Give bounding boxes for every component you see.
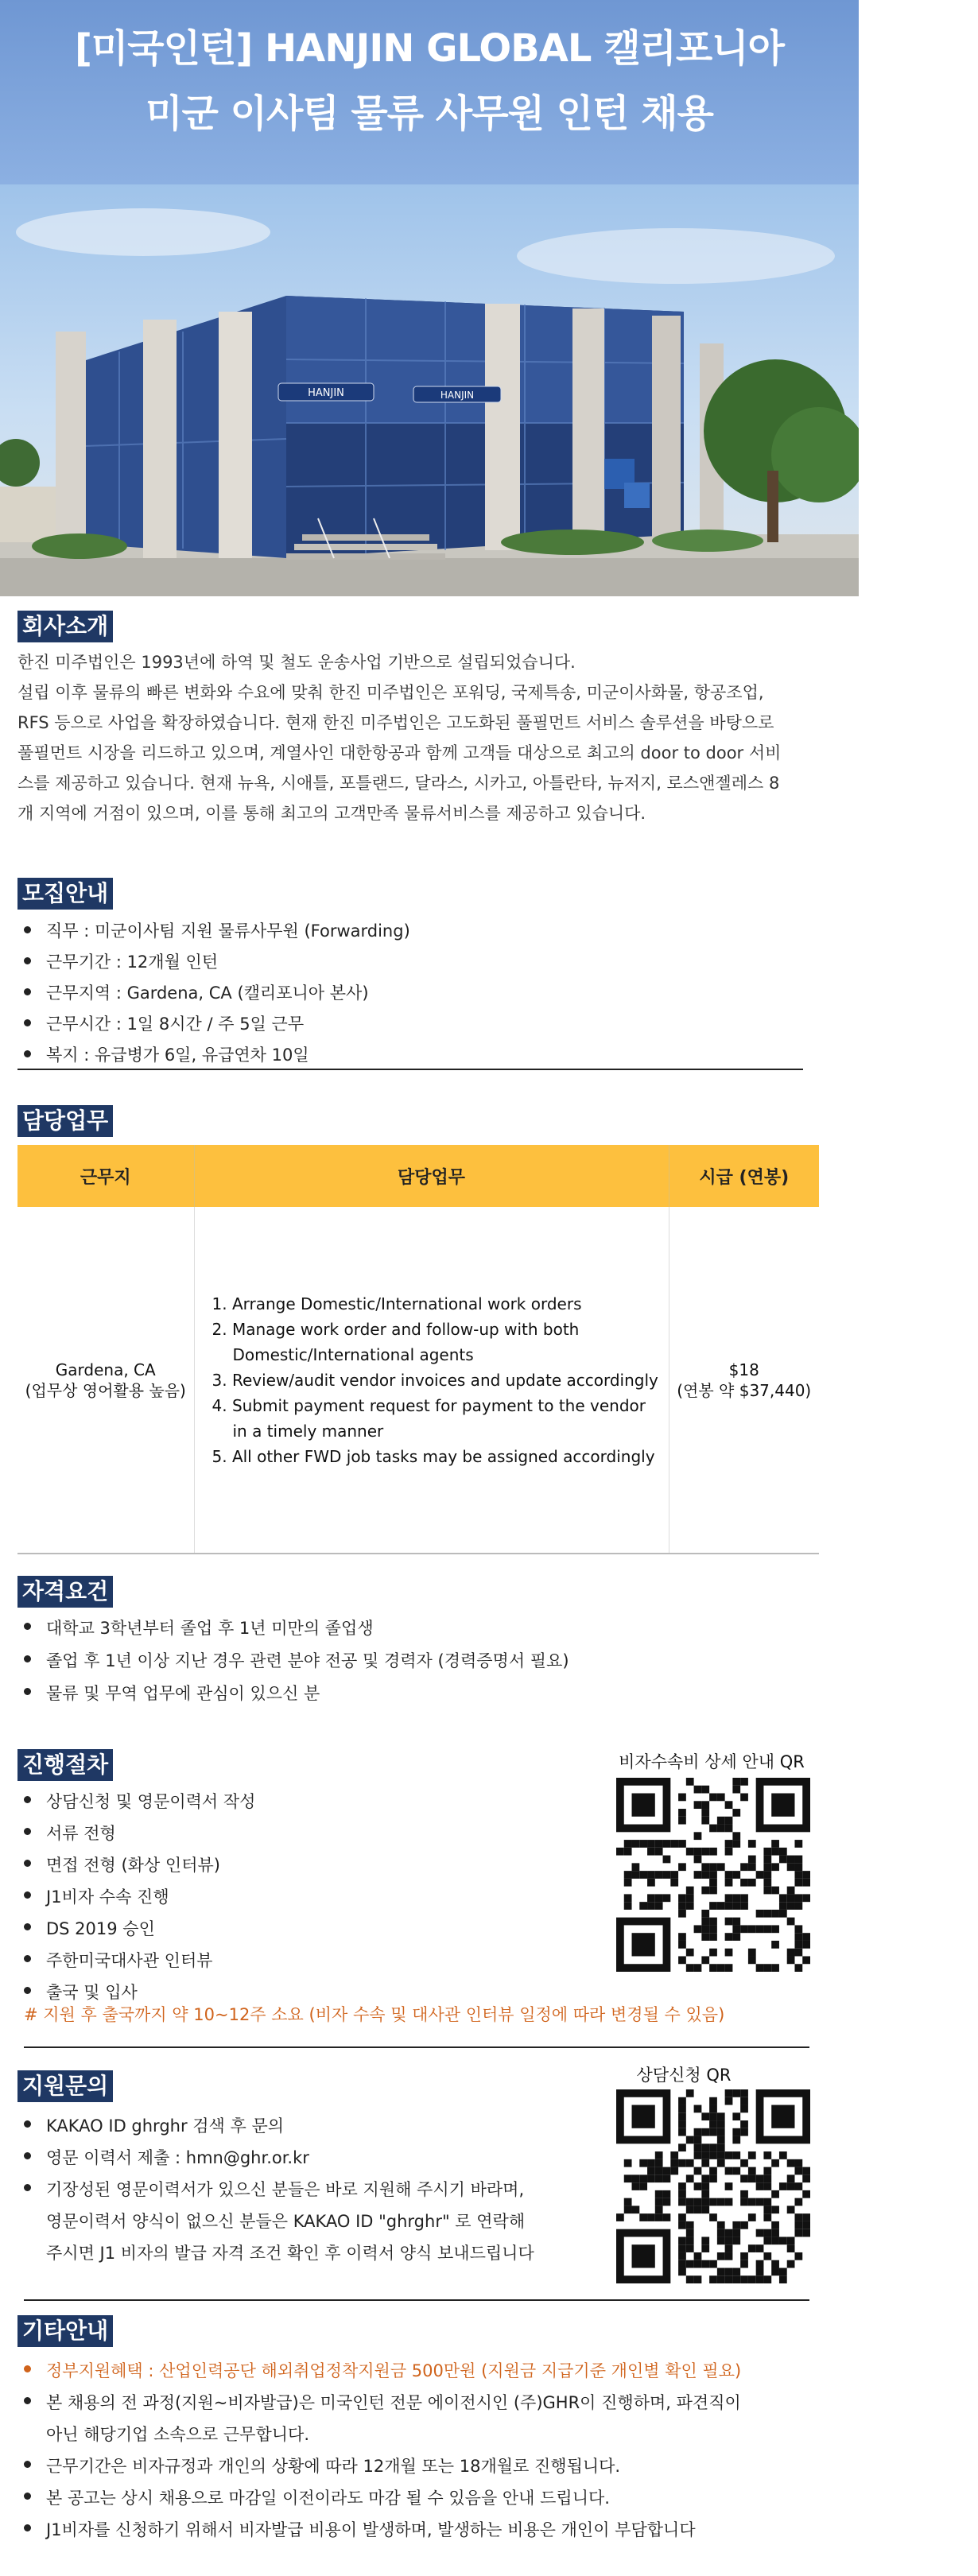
duties-table — [17, 1145, 819, 1554]
process-list — [17, 1786, 255, 2008]
list-item: 출국 및 입사 — [17, 1977, 255, 2008]
table-header-duties: 담당업무 — [194, 1145, 669, 1207]
list-item: 근무기간 : 12개월 인턴 — [17, 947, 410, 978]
banner-title-line2: 미군 이사팀 물류 사무원 인턴 채용 — [146, 91, 713, 136]
table-row — [17, 1207, 819, 1554]
company-line: 개 지역에 거점이 있으며, 이를 통해 최고의 고객만족 물류서비스를 제공하고 있습니다. — [17, 804, 646, 823]
list-item: 물류 및 무역 업무에 관심이 있으신 분 — [17, 1678, 569, 1710]
building-sign-left: HANJIN — [308, 387, 344, 399]
company-line: 스를 제공하고 있습니다. 현재 뉴욕, 시애틀, 포틀랜드, 달라스, 시카고, 아틀란타, 뉴저지, 로스앤젤레스 8 — [17, 774, 780, 793]
etc-text-line: 본 채용의 전 과정(지원~비자발급)은 미국인턴 전문 에이전시인 (주)GHR이 진행하며, 파견직이 — [46, 2393, 741, 2412]
list-item: 복지 : 유급병가 6일, 유급연차 10일 — [17, 1040, 410, 1071]
section-heading-duties: 담당업무 — [17, 1105, 113, 1137]
duty-item: 5. All other FWD job tasks may be assigned accordingly — [212, 1446, 655, 1466]
list-item: 근무기간은 비자규정과 개인의 상황에 따라 12개월 또는 18개월로 진행됩니다. — [17, 2450, 741, 2482]
section-heading-inquiry: 지원문의 — [17, 2070, 113, 2102]
list-item: 영문 이력서 제출 : hmn@ghr.or.kr — [17, 2142, 534, 2174]
list-item: 주한미국대사관 인터뷰 — [17, 1945, 255, 1977]
list-item-highlight: 정부지원혜택 : 산업인력공단 해외취업정착지원금 500만원 (지원금 지급기준 개인별 확인 필요) — [17, 2355, 741, 2387]
company-line: RFS 등으로 사업을 확장하였습니다. 현재 한진 미주법인은 고도화된 풀필먼트 서비스 솔루션을 바탕으로 — [17, 713, 774, 732]
recruit-list — [17, 916, 410, 1071]
etc-list — [17, 2355, 741, 2546]
list-item: 근무지역 : Gardena, CA (캘리포니아 본사) — [17, 978, 410, 1009]
divider — [17, 1069, 803, 1070]
wage-cell — [669, 1207, 819, 1554]
wage-text: $18 — [728, 1360, 759, 1379]
banner-title-line1: [미국인턴] HANJIN GLOBAL 캘리포니아 — [74, 26, 785, 71]
section-heading-company: 회사소개 — [17, 611, 113, 642]
consult-qr-label: 상담신청 QR — [636, 2066, 732, 2085]
section-heading-process: 진행절차 — [17, 1749, 113, 1781]
section-heading-recruit: 모집안내 — [17, 878, 113, 910]
list-item: 대학교 3학년부터 졸업 후 1년 미만의 졸업생 — [17, 1612, 569, 1645]
list-item — [17, 2174, 534, 2269]
list-item: 직무 : 미군이사팀 지원 물류사무원 (Forwarding) — [17, 916, 410, 947]
list-item: 서류 전형 — [17, 1818, 255, 1849]
qualification-list — [17, 1612, 569, 1710]
duties-cell — [194, 1207, 669, 1554]
company-description — [17, 647, 813, 828]
table-header-wage: 시급 (연봉) — [669, 1145, 819, 1207]
list-item: DS 2019 승인 — [17, 1913, 255, 1945]
process-note: # 지원 후 출국까지 약 10~12주 소요 (비자 수속 및 대사관 인터뷰 일정에 따라 변경될 수 있음) — [24, 2005, 725, 2024]
visa-qr-code[interactable] — [616, 1778, 810, 1972]
building-sign-right: HANJIN — [440, 390, 475, 401]
location-note: (업무상 영어활용 높음) — [25, 1380, 186, 1400]
list-item — [17, 2387, 741, 2450]
building-photo — [0, 184, 859, 596]
inquiry-text-line: 영문이력서 양식이 없으신 분들은 KAKAO ID "ghrghr" 로 연락해 — [46, 2212, 526, 2231]
duty-item: 3. Review/audit vendor invoices and update accordingly — [212, 1370, 658, 1390]
company-line: 설립 이후 물류의 빠른 변화와 수요에 맞춰 한진 미주법인은 포워딩, 국제특송, 미군이사화물, 항공조업, — [17, 683, 764, 702]
list-item: 상담신청 및 영문이력서 작성 — [17, 1786, 255, 1818]
section-heading-etc: 기타안내 — [17, 2315, 113, 2347]
list-item: J1비자를 신청하기 위해서 비자발급 비용이 발생하며, 발생하는 비용은 개인이 부담합니다 — [17, 2514, 741, 2546]
consult-qr-code[interactable] — [616, 2089, 810, 2283]
title-banner — [0, 0, 859, 184]
salary-text: (연봉 약 $37,440) — [677, 1380, 812, 1400]
list-item: 본 공고는 상시 채용으로 마감일 이전이라도 마감 될 수 있음을 안내 드립니다. — [17, 2482, 741, 2514]
duty-item: 1. Arrange Domestic/International work orders — [212, 1294, 582, 1313]
list-item: 졸업 후 1년 이상 지난 경우 관련 분야 전공 및 경력자 (경력증명서 필요) — [17, 1645, 569, 1678]
company-line: 풀필먼트 시장을 리드하고 있으며, 계열사인 대한항공과 함께 고객들 대상으로 최고의 door to door 서비 — [17, 743, 782, 762]
section-heading-qualification: 자격요건 — [17, 1576, 113, 1608]
inquiry-text-line: 기장성된 영문이력서가 있으신 분들은 바로 지원해 주시기 바라며, — [46, 2180, 525, 2199]
duty-item: 4. Submit payment request for payment to the vendor in a timely manner — [212, 1395, 646, 1441]
company-line: 한진 미주법인은 1993년에 하역 및 철도 운송사업 기반으로 설립되었습니다. — [17, 653, 576, 672]
location-cell — [17, 1207, 194, 1554]
list-item: 면접 전형 (화상 인터뷰) — [17, 1849, 255, 1881]
list-item: KAKAO ID ghrghr 검색 후 문의 — [17, 2110, 534, 2142]
inquiry-list — [17, 2110, 534, 2269]
table-header-location: 근무지 — [17, 1145, 194, 1207]
inquiry-text-line: 주시면 J1 비자의 발급 자격 조건 확인 후 이력서 양식 보내드립니다 — [46, 2244, 534, 2263]
location-text: Gardena, CA — [55, 1360, 156, 1379]
list-item: J1비자 수속 진행 — [17, 1881, 255, 1913]
visa-qr-label: 비자수속비 상세 안내 QR — [619, 1752, 805, 1771]
divider — [24, 2299, 809, 2301]
divider — [24, 2046, 809, 2048]
duty-item: 2. Manage work order and follow-up with both Domestic/International agents — [212, 1319, 580, 1364]
etc-text-line: 아닌 해당기업 소속으로 근무합니다. — [46, 2425, 309, 2444]
list-item: 근무시간 : 1일 8시간 / 주 5일 근무 — [17, 1009, 410, 1040]
